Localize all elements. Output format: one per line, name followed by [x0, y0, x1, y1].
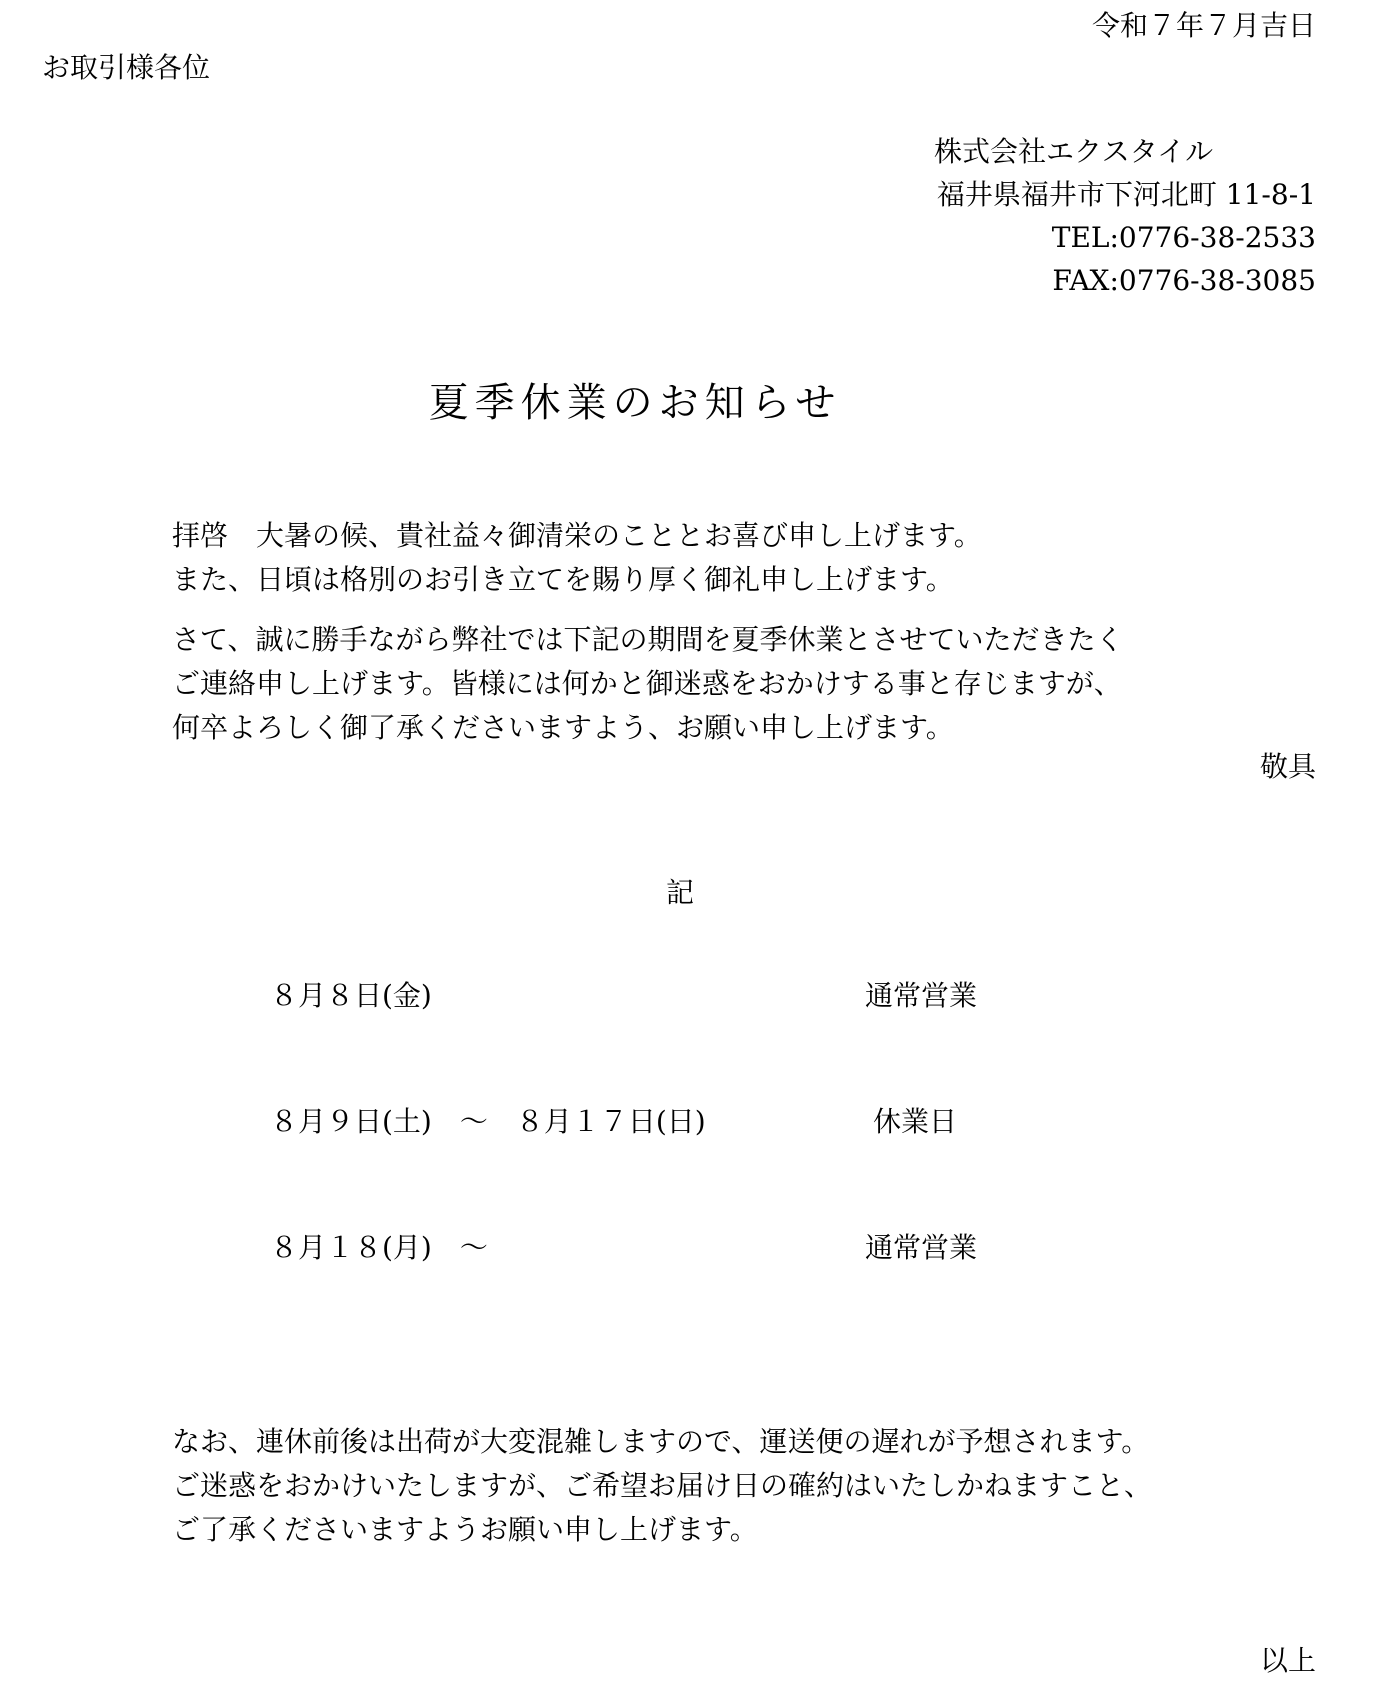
schedule-row [0, 1228, 1400, 1272]
page-title: 夏季休業のお知らせ [428, 380, 842, 426]
schedule-status: 通常営業 [865, 1231, 978, 1264]
schedule-status: 休業日 [873, 1105, 958, 1138]
schedule-date: ８月８日(金) [270, 979, 432, 1012]
schedule-date: ８月１８(月) ～ [270, 1231, 488, 1264]
ki-heading: 記 [665, 876, 694, 909]
paragraph-line: ご迷惑をおかけいたしますが、ご希望お届け日の確約はいたしかねますこと、 [172, 1469, 1153, 1502]
greeting-paragraph [172, 514, 982, 602]
company-fax: FAX:0776-38-3085 [1052, 264, 1316, 297]
paragraph-line: 拝啓 大暑の候、貴社益々御清栄のこととお喜び申し上げます。 [172, 519, 982, 552]
recipient: お取引様各位 [42, 51, 211, 84]
paragraph-line: なお、連休前後は出荷が大変混雑しますので、運送便の遅れが予想されます。 [172, 1425, 1150, 1458]
schedule-row [0, 1102, 1400, 1146]
company-tel: TEL:0776-38-2533 [1051, 221, 1316, 254]
closing-ijou: 以上 [1259, 1644, 1316, 1677]
main-paragraph [172, 618, 1123, 750]
paragraph-line: 何卒よろしく御了承くださいますよう、お願い申し上げます。 [172, 711, 954, 744]
schedule-date: ８月９日(土) ～ ８月１７日(日) [270, 1105, 706, 1138]
paragraph-line: ご連絡申し上げます。皆様には何かと御迷惑をおかけする事と存じますが、 [172, 667, 1122, 700]
paragraph-line: さて、誠に勝手ながら弊社では下記の期間を夏季休業とさせていただきたく [172, 623, 1124, 656]
schedule-row [0, 976, 1400, 1020]
company-address: 福井県福井市下河北町 11-8-1 [936, 178, 1316, 211]
schedule-status: 通常営業 [865, 979, 978, 1012]
document-date: 令和７年７月吉日 [1091, 9, 1316, 42]
paragraph-line: また、日頃は格別のお引き立てを賜り厚く御礼申し上げます。 [172, 563, 954, 596]
note-paragraph [172, 1420, 1152, 1552]
closing-keigu: 敬具 [1259, 750, 1316, 783]
paragraph-line: ご了承くださいますようお願い申し上げます。 [172, 1513, 758, 1546]
company-name: 株式会社エクスタイル [934, 135, 1214, 168]
company-block [856, 130, 1316, 302]
